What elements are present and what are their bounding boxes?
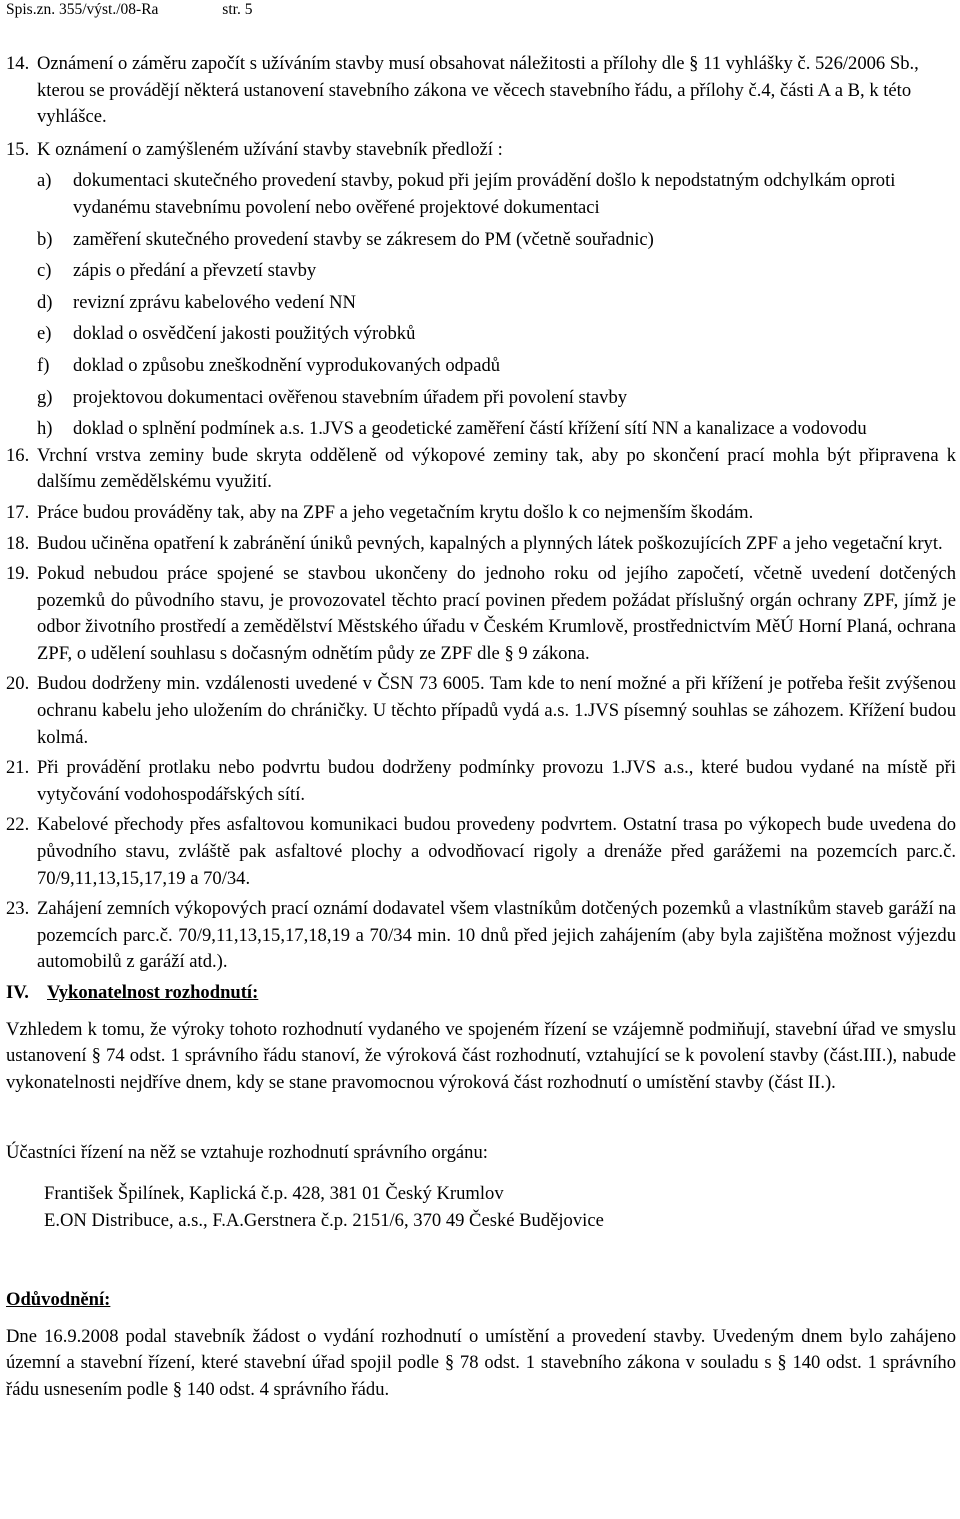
subitem-letter: d): [37, 291, 53, 313]
condition-23: [6, 896, 956, 976]
subitem-h: [37, 416, 956, 443]
section-heading: [6, 980, 956, 1007]
condition-number: 20.: [6, 673, 30, 695]
condition-number: 22.: [6, 814, 30, 836]
reasoning-paragraph: Dne 16.9.2008 podal stavebník žádost o vydání rozhodnutí o umístění a provedení stavby. Uvedeným dnem bylo zahájeno územní a stavební řízení, které stavební úřad spojil podle § 78 odst. 1 stavebního zákona v souladu s § 140 odst. 1 správního řádu usnesením podle § 140 odst. 4 správního řádu.: [6, 1325, 956, 1400]
section-number: IV.: [6, 982, 29, 1003]
condition-number: 17.: [6, 501, 30, 523]
subitem-b: [37, 227, 956, 254]
condition-number: 15.: [6, 138, 30, 160]
condition-22: [6, 812, 956, 892]
condition-number: 14.: [6, 53, 30, 74]
condition-text: Budou učiněna opatření k zabránění úniků pevných, kapalných a plynných látek poškozujících ZPF a jeho vegetační kryt.: [37, 532, 943, 554]
file-reference: Spis.zn. 355/výst./08-Ra: [6, 1, 159, 18]
condition-17: [6, 500, 956, 527]
enforceability-paragraph: Vzhledem k tomu, že výroky tohoto rozhodnutí vydaného ve spojeném řízení se vzájemně podmiňují, stavební úřad ve smyslu ustanovení § 74 odst. 1 správního řádu stanoví, že výroková část rozhodnutí, vztahující se k povolení stavby (část.III.), nabude vykonatelnosti nejdříve dnem, kdy se stane pravomocnou výroková část rozhodnutí o umístění stavby (část II.).: [6, 1018, 956, 1093]
condition-text: Oznámení o záměru započít s užíváním stavby musí obsahovat náležitosti a přílohy dle § 11 vyhlášky č. 526/2006 Sb., kterou se provádějí některá ustanovení stavebního zákona ve věcech stavebního řádu, a přílohy č.4, části A a B, k této vyhlášce.: [37, 53, 919, 128]
condition-text: Vrchní vrstva zeminy bude skryta odděleně od výkopové zeminy tak, aby po skončení prací mohla být připravena k dalšímu zemědělskému využití.: [37, 444, 956, 493]
condition-18: [6, 531, 956, 558]
subitem-letter: h): [37, 418, 53, 440]
subitem-letter: c): [37, 260, 52, 282]
condition-number: 18.: [6, 532, 30, 554]
subitem-text: projektovou dokumentaci ověřenou stavebním úřadem při povolení stavby: [73, 386, 628, 408]
subitem-text: doklad o splnění podmínek a.s. 1.JVS a geodetické zaměření částí křížení sítí NN a kanalizace a vodovodu: [73, 418, 867, 440]
subitem-text: zápis o předání a převzetí stavby: [73, 260, 317, 282]
condition-16: [6, 443, 956, 496]
section-title: Vykonatelnost rozhodnutí:: [47, 982, 259, 1003]
condition-text: Při provádění protlaku nebo podvrtu budou dodrženy podmínky provozu 1.JVS a.s., které budou vydané na místě při vytyčování vodohospodářských sítí.: [37, 757, 956, 805]
condition-number: 23.: [6, 898, 30, 920]
condition-number: 21.: [6, 757, 30, 779]
condition-number: 19.: [6, 563, 30, 585]
subitem-e: [37, 321, 956, 348]
participants-intro: Účastníci řízení na něž se vztahuje rozhodnutí správního orgánu:: [6, 1142, 488, 1164]
condition-14: [6, 51, 956, 131]
subitem-f: [37, 353, 956, 380]
subitem-letter: g): [37, 386, 53, 408]
condition-15: [6, 137, 956, 164]
document-body: [6, 51, 956, 1404]
condition-text: Kabelové přechody přes asfaltovou komunikaci budou provedeny podvrtem. Ostatní trasa po výkopech bude uvedena do původního stavu, zvláště pak asfaltové plochy a odvodňovací rigoly a drenáže před garážemi na pozemcích parc.č. 70/9,11,13,15,17,19 a 70/34.: [37, 814, 956, 889]
subitem-letter: e): [37, 323, 52, 345]
condition-number: 16.: [6, 444, 30, 466]
subitem-text: revizní zprávu kabelového vedení NN: [73, 291, 356, 313]
condition-text: Zahájení zemních výkopových prací oznámí dodavatel všem vlastníkům dotčených pozemků a vlastníkům staveb garáží na pozemcích parc.č. 70/9,11,13,15,17,18,19 a 70/34 min. 10 dnů před jejich zahájením (aby byla zajištěna možnost výjezdu automobilů z garáží atd.).: [37, 898, 956, 973]
participant-entry: František Špilínek, Kaplická č.p. 428, 381 01 Český Krumlov: [44, 1182, 504, 1204]
participants-list: [44, 1181, 956, 1234]
condition-text: Práce budou prováděny tak, aby na ZPF a jeho vegetačním krytu došlo k co nejmenším škodám.: [37, 501, 754, 523]
subitem-text: doklad o způsobu zneškodnění vyprodukovaných odpadů: [73, 354, 501, 376]
condition-text: Budou dodrženy min. vzdálenosti uvedené v ČSN 73 6005. Tam kde to není možné a při křížení je potřeba řešit zvýšenou ochranu kabelu jeho uložením do chráničky. U těchto případů vydá a.s. 1.JVS písemný souhlas se záhozem. Křížení budou kolmá.: [37, 673, 956, 748]
condition-20: [6, 671, 956, 751]
subitem-a: [37, 168, 956, 221]
condition-text: K oznámení o zamýšleném užívání stavby stavebník předloží :: [37, 138, 503, 160]
condition-21: [6, 755, 956, 808]
subitem-g: [37, 385, 956, 412]
subitem-letter: b): [37, 228, 53, 250]
subitem-text: zaměření skutečného provedení stavby se zákresem do PM (včetně souřadnic): [73, 228, 654, 250]
subitem-letter: a): [37, 170, 52, 192]
participant-entry: E.ON Distribuce, a.s., F.A.Gerstnera č.p. 2151/6, 370 49 České Budějovice: [44, 1209, 604, 1231]
subitem-text: doklad o osvědčení jakosti použitých výrobků: [73, 323, 416, 345]
condition-text: Pokud nebudou práce spojené se stavbou ukončeny do jednoho roku od jejího započetí, včetně uvedení dotčených pozemků do původního stavu, je provozovatel těchto prací povinen předem požádat příslušný orgán ochrany ZPF, jímž je odbor životního prostředí a zemědělství Městského úřadu v Českém Krumlově, prostřednictvím MěÚ Horní Planá, ochrana ZPF, o udělení souhlasu s dočasným odnětím půdy ze ZPF dle § 9 zákona.: [37, 563, 956, 664]
reasoning-heading: Odůvodnění:: [6, 1289, 111, 1311]
subitem-text: dokumentaci skutečného provedení stavby, pokud při jejím provádění došlo k nepodstatným odchylkám oproti vydanému stavebnímu povolení nebo ověřené projektové dokumentaci: [73, 170, 896, 218]
subitem-d: [37, 290, 956, 317]
subitem-letter: f): [37, 354, 50, 376]
subitem-c: [37, 258, 956, 285]
page-number: str. 5: [222, 1, 253, 18]
page-header: [6, 0, 252, 20]
condition-19: [6, 561, 956, 667]
